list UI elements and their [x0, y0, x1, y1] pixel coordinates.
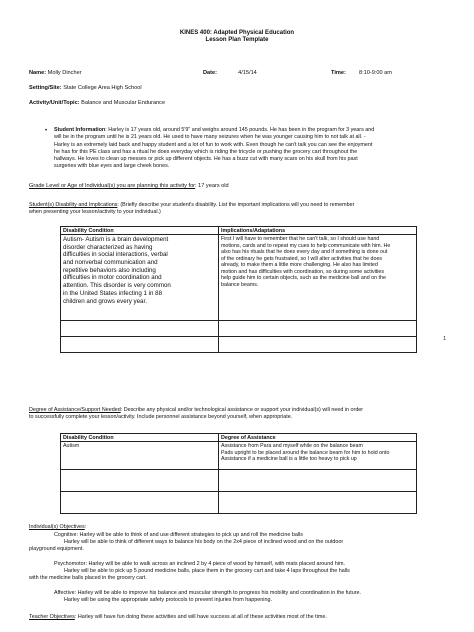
empty-cell — [219, 337, 417, 353]
column-header: Degree of Assistance — [219, 434, 417, 442]
activity-row — [29, 100, 165, 107]
assistance-degree-cell — [219, 442, 417, 470]
empty-cell — [219, 321, 417, 337]
course-title: KINES 400: Adapted Physical Education — [179, 30, 295, 36]
affective-label: Affective: — [54, 590, 77, 596]
grade-level-row — [29, 183, 229, 190]
page-number: 1 — [443, 336, 446, 342]
student-info-line: : Harley is 17 years old, around 5'9" and weighs around 145 pounds. He has been in the program for 3 years and — [105, 127, 375, 133]
time-value: 8:10-9:00 am — [358, 70, 392, 76]
date-value: 4/15/14 — [238, 70, 257, 76]
time-label: Time: — [331, 70, 346, 76]
cell-line: attention. This disorder is very common — [63, 282, 171, 290]
disability-instructions-cont: when presenting your lesson/activity to your individual.) — [29, 209, 161, 216]
student-info-line: Harley is an extremely laid back and happy student and a lot of fun to work with. Even though he can't talk you can see the enjoyment — [54, 141, 373, 148]
psychomotor-label: Psychomotor: — [54, 561, 87, 567]
bullet-icon: • — [45, 128, 48, 134]
date-row — [203, 70, 257, 77]
column-header: Implications/Adaptations — [219, 227, 417, 235]
affective-text-cont: Harley will be using the appropriate safety protocols to prevent injuries from happening. — [64, 597, 272, 603]
site-row — [29, 85, 142, 92]
empty-cell — [61, 337, 219, 353]
empty-cell — [219, 470, 417, 492]
implications-cell — [219, 235, 417, 321]
affective-text: Harley will be able to improve his balance and muscular strength to progress his mobility and coordination in the future. — [76, 590, 362, 596]
cognitive-text-cont: playground equipment. — [29, 546, 84, 552]
psychomotor-text-cont: with the medicine balls placed in the grocery cart. — [29, 575, 147, 581]
name-row — [29, 70, 82, 77]
activity-label: Activity/Unit/Topic: — [29, 100, 80, 106]
cell-line: difficulties in motor coordination and — [63, 274, 162, 282]
date-label: Date: — [203, 70, 217, 76]
empty-cell — [61, 470, 219, 492]
column-header: Disability Condition — [61, 434, 219, 442]
site-label: Setting/Site: — [29, 85, 62, 91]
teacher-objectives-label: Teacher Objectives — [29, 614, 75, 620]
cell-line: disorder characterized as having — [63, 243, 153, 251]
student-information — [54, 127, 454, 171]
cell-line: also has his rituals that he does every day and if something is done out — [221, 249, 388, 256]
assistance-condition-cell: Autism — [61, 442, 219, 470]
student-info-line: hallways. He loves to clean up messes or pick up different objects. He has a buzz cut with many scars on his skull from his past — [54, 156, 358, 163]
cognitive-text-cont: Harley will be able to think of different ways to balance his body on the 2x4 piece of inclined wood and on the outdoor — [64, 539, 344, 545]
time-row — [331, 70, 392, 77]
teacher-objectives-text: : Harley will have fun doing these activities and will have success at all of these activities most of the time. — [74, 614, 327, 620]
site-value: State College Area High School — [63, 85, 142, 91]
cell-line: First I will have to remember that he can't talk, so I should use hand — [221, 235, 380, 242]
grade-level-value: : 17 years old — [195, 183, 229, 189]
cell-line: balance beams. — [221, 282, 259, 289]
cell-line: of the ordinary he gets frustrated, so I will alter activities that he does — [221, 255, 383, 262]
student-info-label: Student Information — [54, 127, 106, 133]
activity-value: Balance and Muscular Endurance — [81, 100, 166, 106]
disability-instructions: : (Briefly describe your student's disability. List the important implications will you need to remember — [117, 202, 355, 208]
cell-line: Pads upright to be placed around the balance beam for him to hold onto — [221, 449, 390, 456]
student-info-line: he has for this PE class and has a ritual he does everyday which is riding the tricycle or pushing the grocery cart throughout the — [54, 148, 358, 155]
assistance-section — [29, 407, 459, 422]
empty-cell — [61, 321, 219, 337]
disability-label: Student(s) Disability and Implications — [29, 202, 118, 208]
cell-line: in the United States infecting 1 in 88 — [63, 289, 163, 297]
document-title: Lesson Plan Template — [205, 37, 269, 43]
student-info-line: surgeries with blue eyes and large cheek bones. — [54, 163, 170, 170]
cell-line: repetitive behaviors also including — [63, 266, 156, 274]
objectives-heading — [29, 524, 86, 531]
cell-line: Assistance from Para and myself while on the balance beam — [221, 442, 363, 449]
cell-line: children and grows every year. — [63, 297, 147, 305]
disability-section — [29, 202, 449, 217]
cognitive-label: Cognitive: — [54, 532, 78, 538]
objectives-colon: : — [84, 524, 87, 530]
grade-level-label: Grade Level or Age of Individual(s) you are planning this activity for — [29, 183, 196, 189]
cell-line: already, to make them a little more challenging. He also has limited — [221, 262, 378, 269]
student-info-line: will be in the program until he is 21 years old. He used to have many seizures when he was younger causing him to not talk at all. - — [54, 134, 366, 141]
name-value: Molly Dincher — [47, 70, 82, 76]
assistance-label: Degree of Assistance/Support Needed — [29, 407, 121, 413]
psychomotor-text-cont: Harley will be able to pick up 5 pound medicine balls, place them in the grocery cart and take 4 laps throughout the halls — [64, 568, 350, 574]
cell-line: difficulties in social interactions, verbal — [63, 251, 168, 259]
cell-line: motion and has difficulties with coordination, so during some activities — [221, 268, 385, 275]
teacher-objectives — [29, 614, 327, 621]
assistance-instructions-cont: to successfully complete your lesson/activity. Include personnel assistance beyond yourself, when appropriate. — [29, 414, 293, 421]
assistance-instructions: : Describe any physical and/or technological assistance or support your individual(s) will need in order — [120, 407, 364, 413]
assistance-table — [60, 433, 417, 514]
disability-condition-cell — [61, 235, 219, 321]
cell-line: motions, cards and to repeat my cues to help communicate with him. He — [221, 242, 391, 249]
name-label: Name: — [29, 70, 47, 76]
cognitive-text: Harley will be able to think of and use different strategies to pick up and roll the medicine balls — [77, 532, 303, 538]
column-header: Disability Condition — [61, 227, 219, 235]
psychomotor-text: Harley will be able to walk across an inclined 2 by 4 piece of wood by himself, with mats placed around him. — [86, 561, 345, 567]
cell-line: Autism- Autism is a brain development — [63, 235, 169, 243]
cell-line: help guide him to certain objects, such as the medicine ball and on the — [221, 275, 386, 282]
cell-line: and nonverbal communication and — [63, 259, 158, 267]
disability-table — [60, 226, 417, 353]
empty-cell — [219, 492, 417, 514]
objectives-label: Individual(s) Objectives — [29, 524, 85, 530]
empty-cell — [61, 492, 219, 514]
cell-line: Assistance if a medicine ball is a little too heavy to pick up — [221, 456, 357, 463]
